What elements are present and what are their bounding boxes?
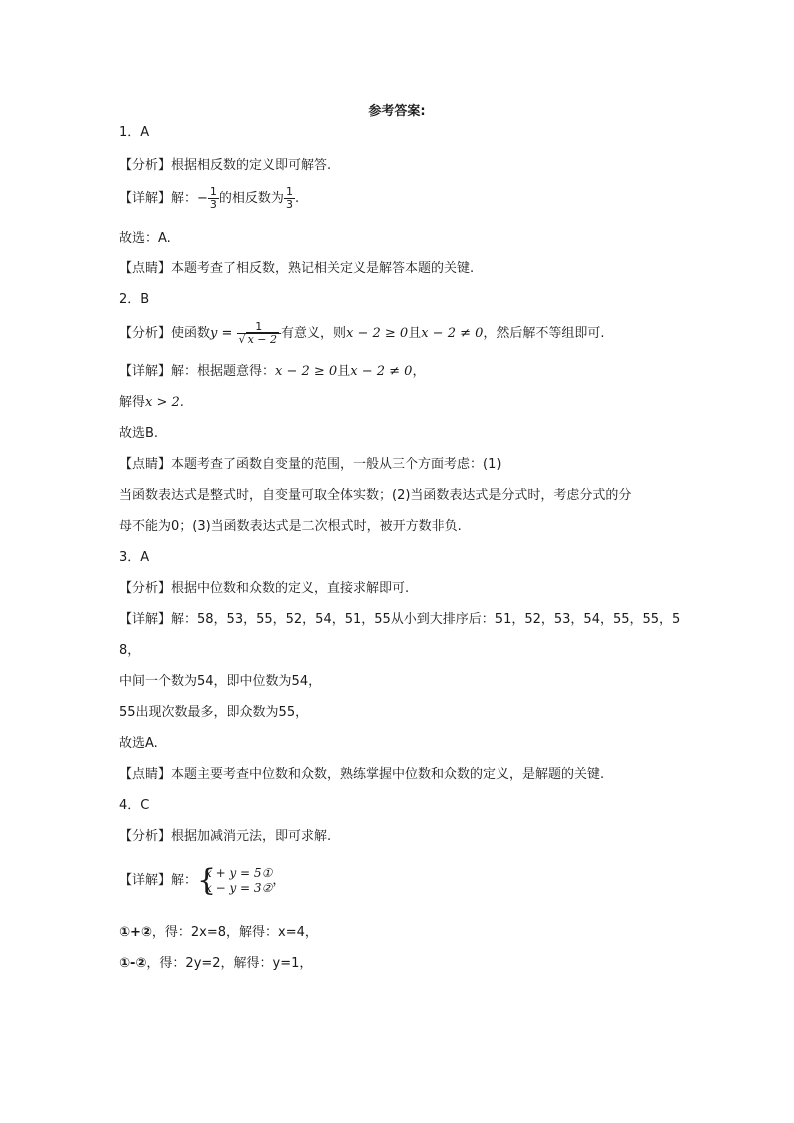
q4-analysis: 【分析】根据加减消元法，即可求解. (119, 829, 332, 844)
q2-and: 且 (408, 326, 422, 341)
q1-choice: 故选：A. (119, 231, 171, 246)
q1-frac-den-b: 3 (285, 198, 293, 211)
q2-comment-line2: 当函数表达式是整式时，自变量可取全体实数；(2)当函数表达式是分式时，考虑分式的分 (119, 488, 632, 503)
q4-detail (119, 864, 285, 898)
q2-solve-prefix: 解得 (119, 395, 146, 410)
q2-comment-line3: 母不能为0；(3)当函数表达式是二次根式时，被开方数非负. (119, 519, 462, 534)
q4-step1-text: ，得：2x=8，解得：x=4， (151, 925, 318, 940)
q1-detail-end: . (294, 191, 300, 206)
q2-func-den-wrap: √ x − 2 (238, 333, 277, 346)
q2-detail-cond1: x − 2 ≥ 0 (275, 364, 338, 379)
q4-step2-text: ，得：2y=2，解得：y=1， (146, 956, 313, 971)
q2-func-den: x − 2 (247, 333, 277, 346)
q2-func-lhs: y (210, 326, 218, 341)
q4-step1 (119, 924, 318, 942)
q2-detail (119, 363, 425, 381)
q1-frac-num-b: 1 (285, 185, 293, 198)
q4-step2-label: ①-② (119, 956, 147, 971)
q4-detail-end: ， (272, 873, 286, 888)
q1-neg-sign: − (197, 191, 208, 206)
q3-detail-line2: 8， (119, 643, 141, 658)
q1-frac-num: 1 (209, 185, 217, 198)
q2-analysis-mid: 有意义，则 (280, 326, 346, 341)
q4-eq1: x + y = 5① (205, 865, 273, 880)
q3-mode: 55出现次数最多，即众数为55， (119, 705, 309, 720)
q2-solve-end: . (179, 395, 184, 410)
q1-analysis: 【分析】根据相反数的定义即可解答. (119, 158, 332, 173)
page-title: 参考答案: (368, 104, 426, 119)
q1-answer: 1．A (119, 125, 150, 140)
q4-eq2: x − y = 3② (205, 880, 273, 895)
q3-detail-line1: 【详解】解：58，53，55，52，54，51，55从小到大排序后：51，52，53，54，55，55，5 (119, 612, 681, 627)
q3-median: 中间一个数为54，即中位数为54， (119, 674, 322, 689)
q1-fraction-a (208, 186, 219, 211)
q2-func-fraction (237, 321, 281, 346)
q1-detail (119, 184, 299, 214)
q4-detail-prefix: 【详解】解： (119, 873, 198, 888)
q2-detail-prefix: 【详解】解：根据题意得： (119, 364, 276, 379)
q1-frac-den: 3 (209, 198, 217, 211)
q4-step1-label: ①+② (119, 925, 152, 940)
q2-detail-cond2: x − 2 ≠ 0 (350, 364, 413, 379)
q2-analysis (119, 317, 605, 351)
q3-comment: 【点睛】本题主要考查中位数和众数，熟练掌握中位数和众数的定义，是解题的关键. (119, 767, 605, 782)
q3-answer: 3．A (119, 550, 150, 565)
q2-detail-and: 且 (337, 364, 351, 379)
q2-detail-end: ， (412, 364, 426, 379)
q4-answer: 4．C (119, 798, 150, 813)
q2-cond2: x − 2 ≠ 0 (421, 326, 484, 341)
q2-cond1: x − 2 ≥ 0 (346, 326, 409, 341)
q3-analysis: 【分析】根据中位数和众数的定义，直接求解即可. (119, 581, 410, 596)
q4-step2 (119, 955, 312, 973)
q4-equation-system (197, 862, 273, 898)
q2-answer: 2．B (119, 292, 150, 307)
q2-analysis-prefix: 【分析】使函数 (119, 326, 211, 341)
q3-choice: 故选A. (119, 736, 158, 751)
q1-comment: 【点睛】本题考查了相反数，熟记相关定义是解答本题的关键. (119, 261, 475, 276)
q2-func-num: 1 (237, 321, 281, 334)
q2-analysis-end: ，然后解不等组即可. (483, 326, 605, 341)
q2-choice: 故选B. (119, 426, 159, 441)
q4-brace: { (197, 862, 217, 898)
q1-fraction-b (284, 186, 295, 211)
q2-comment-line1: 【点睛】本题考查了函数自变量的范围，一般从三个方面考虑：(1) (119, 457, 502, 472)
q1-detail-prefix: 【详解】解： (119, 191, 198, 206)
q2-func-eq: = (217, 326, 237, 341)
q2-solve-expr: x > 2 (145, 395, 180, 410)
q1-detail-mid: 的相反数为 (218, 191, 284, 206)
q2-solve (119, 394, 184, 412)
